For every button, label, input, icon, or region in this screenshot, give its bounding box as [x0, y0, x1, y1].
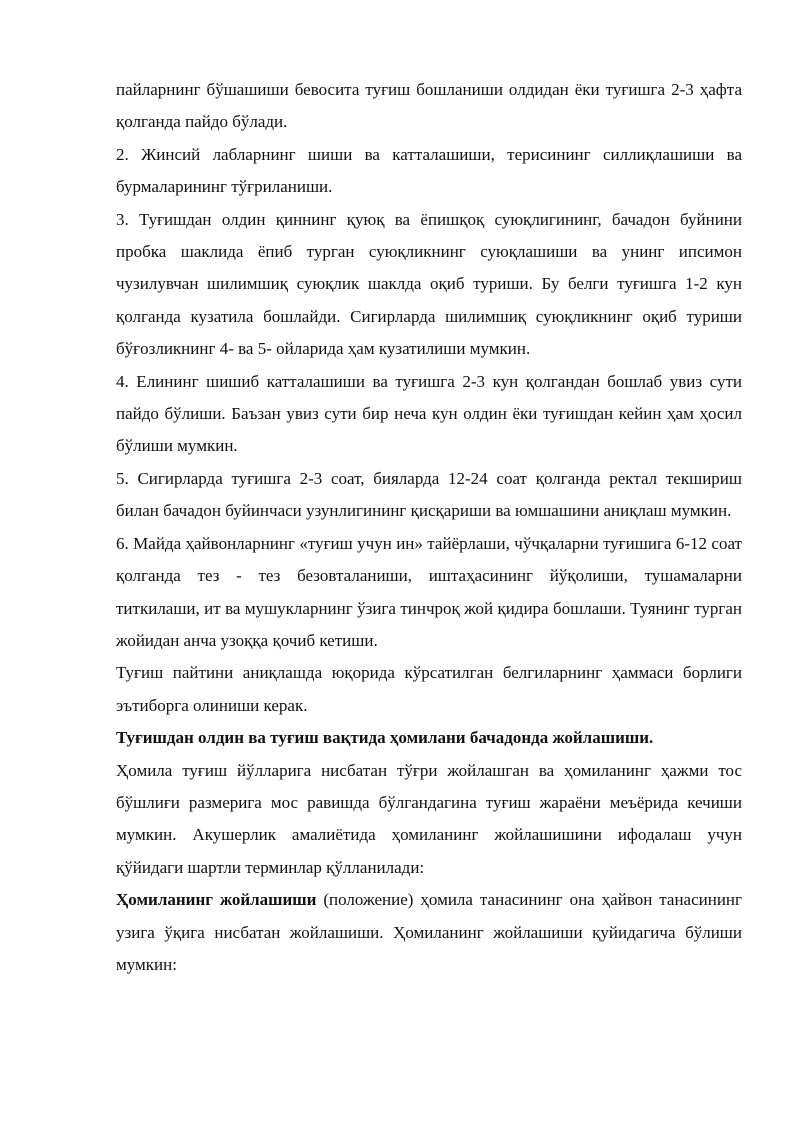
- paragraph-item-6: 6. Майда ҳайвонларнинг «туғиш учун ин» тайёрлаши, чўчқаларни туғишига 6-12 соат қолганда тез - тез безовталаниши, иштаҳасининг йўқолиши, тушамаларни титкилаши, ит ва мушукларнинг ўзига тинчроқ жой қидира бошлаши. Туянинг турган жойидан анча узоққа қочиб кетиши.: [116, 533, 742, 650]
- paragraph-item-2: 2. Жинсий лабларнинг шиши ва катталашиши, терисининг силлиқлашиши ва бурмаларининг тўғриланиши.: [116, 144, 742, 197]
- paragraph-item-5: 5. Сигирларда туғишга 2-3 соат, бияларда 12-24 соат қолганда ректал текшириш билан бачадон буйинчаси узунлигининг қисқариши ва юмшашини аниқлаш мумкин.: [116, 468, 742, 521]
- paragraph-definition: [116, 884, 742, 981]
- paragraph-intro: Ҳомила туғиш йўлларига нисбатан тўғри жойлашган ва ҳомиланинг ҳажми тос бўшлиғи размерига мос равишда бўлгандагина туғиш жараёни меъёрида кечиши мумкин. Акушерлик амалиётида ҳомиланинг жойлашишини ифодалаш учун қўйидаги шартли терминлар қўлланилади:: [116, 760, 742, 877]
- section-heading: Туғишдан олдин ва туғиш вақтида ҳомилани бачадонда жойлашиши.: [116, 728, 654, 748]
- defined-term: Ҳомиланинг жойлашиши: [116, 890, 317, 910]
- paragraph-item-3: 3. Туғишдан олдин қиннинг қуюқ ва ёпишқоқ суюқлигининг, бачадон буйнини пробка шаклида ёпиб турган суюқликнинг суюқлашиши ва унинг ипсимон чузилувчан шилимшиқ суюқлик шаклда оқиб туриши. Бу белги туғишга 1-2 кун қолганда кузатила бошлайди. Сигирларда шилимшиқ суюқликнинг оқиб туриши бўғозликнинг 4- ва 5- ойларида ҳам кузатилиши мумкин.: [116, 209, 742, 359]
- paragraph-summary: Туғиш пайтини аниқлашда юқорида кўрсатилган белгиларнинг ҳаммаси борлиги эътиборга олиниши керак.: [116, 663, 742, 715]
- paragraph-continuation: пайларнинг бўшашиши бевосита туғиш бошланиши олдидан ёки туғишга 2-3 ҳафта қолганда пайдо бўлади.: [116, 80, 742, 132]
- paragraph-item-4: 4. Елининг шишиб катталашиши ва туғишга 2-3 кун қолгандан бошлаб увиз сути пайдо бўлиши. Баъзан увиз сути бир неча кун олдин ёки туғишдан кейин ҳам ҳосил бўлиши мумкин.: [116, 371, 742, 456]
- document-page: [116, 74, 742, 981]
- definition-text: (положение) ҳомила танасининг она ҳайвон танасининг узига ўқига нисбатан жойлашиши. Ҳомиланинг жойлашиши қуйидагича бўлиши мумкин:: [116, 890, 743, 974]
